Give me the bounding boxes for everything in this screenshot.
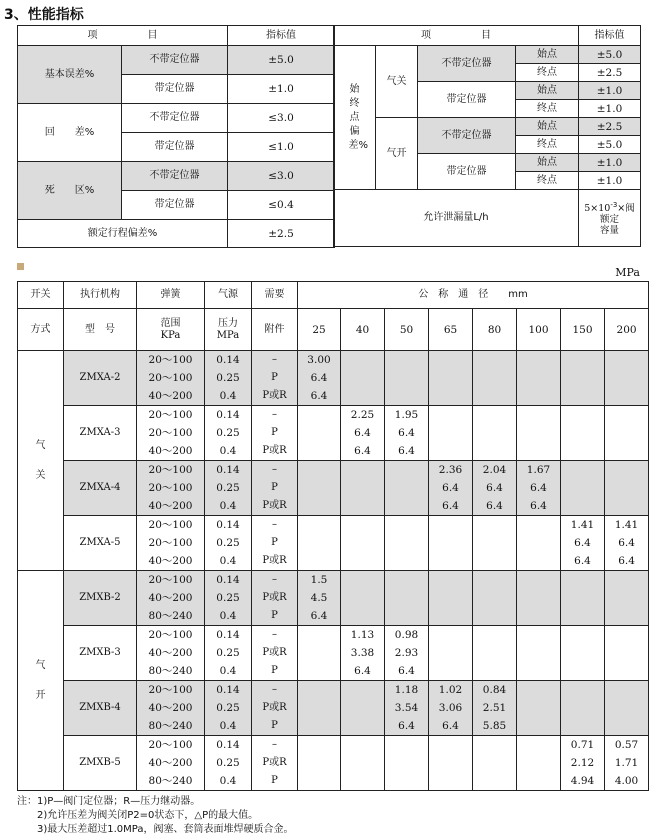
dn-cell bbox=[561, 626, 605, 681]
note-3: 3)最大压差超过1.0MPa，阀塞、套筒表面堆焊硬质合金。 bbox=[17, 824, 294, 835]
dn-value: 2.51 bbox=[482, 702, 507, 714]
dn-value: 3.38 bbox=[350, 647, 375, 659]
hdr-air-2: 压力 MPa bbox=[205, 309, 252, 351]
hdr-dn: 100 bbox=[517, 309, 561, 351]
dn-cell bbox=[473, 626, 517, 681]
footnotes bbox=[17, 795, 294, 837]
air-pressure-cell bbox=[205, 681, 252, 736]
row-value: ±2.5 bbox=[579, 118, 641, 136]
stack-line: – bbox=[272, 519, 277, 530]
dn-cell bbox=[517, 571, 561, 626]
air-pressure-cell bbox=[205, 516, 252, 571]
stack-line: P bbox=[271, 427, 278, 438]
model-cell: ZMXA-5 bbox=[64, 516, 137, 571]
stack-line: – bbox=[272, 409, 277, 420]
dn-cell bbox=[605, 461, 649, 516]
dn-value-cell bbox=[561, 736, 605, 791]
dn-value: 0.98 bbox=[394, 629, 419, 641]
dn-cell bbox=[298, 736, 341, 791]
stack-line: 40～200 bbox=[148, 702, 193, 714]
dn-cell bbox=[385, 736, 429, 791]
accessory-cell bbox=[252, 626, 298, 681]
stack-line: 0.14 bbox=[216, 409, 240, 421]
dn-value-cell bbox=[298, 571, 341, 626]
stack-line: 40～200 bbox=[148, 757, 193, 769]
dn-value: 1.41 bbox=[570, 519, 595, 531]
leakage-label: 允许泄漏量L/h bbox=[334, 190, 579, 247]
stack-line: 0.4 bbox=[219, 665, 237, 677]
model-cell: ZMXB-2 bbox=[64, 571, 137, 626]
dn-cell bbox=[429, 571, 473, 626]
hdr-dn: 50 bbox=[385, 309, 429, 351]
dn-cell bbox=[341, 516, 385, 571]
spring-range-cell bbox=[137, 406, 205, 461]
dn-value: 6.4 bbox=[310, 610, 328, 622]
dn-cell bbox=[605, 571, 649, 626]
stack-line: 20～100 bbox=[148, 739, 193, 751]
note-2: 2)允许压差为阀关闭P2=0状态下，△P的最大值。 bbox=[17, 810, 259, 821]
dn-value: 3.06 bbox=[438, 702, 463, 714]
dn-cell bbox=[473, 351, 517, 406]
dn-cell bbox=[517, 351, 561, 406]
dn-value: 6.4 bbox=[618, 537, 635, 549]
stack-line: 0.25 bbox=[216, 482, 240, 494]
row-sub: 不带定位器 bbox=[122, 162, 228, 191]
dn-value: 6.4 bbox=[530, 482, 547, 494]
dn-cell bbox=[341, 736, 385, 791]
stack-line: 80～240 bbox=[148, 775, 193, 787]
unit-label: MPa bbox=[615, 266, 640, 279]
stack-line: P bbox=[271, 482, 278, 493]
stack-line: P或R bbox=[262, 500, 287, 511]
row-value: ≤3.0 bbox=[228, 162, 335, 191]
dn-value: 1.18 bbox=[394, 684, 419, 696]
row-value: ±2.5 bbox=[579, 64, 641, 82]
air-pressure-cell bbox=[205, 736, 252, 791]
row-sub: 带定位器 bbox=[122, 133, 228, 162]
model-cell: ZMXB-3 bbox=[64, 626, 137, 681]
dn-cell bbox=[605, 626, 649, 681]
air-pressure-cell bbox=[205, 571, 252, 626]
dn-value: 4.00 bbox=[614, 775, 639, 787]
air-pressure-cell bbox=[205, 626, 252, 681]
stack-line: 0.4 bbox=[219, 500, 237, 512]
dn-cell bbox=[517, 681, 561, 736]
stack-line: 0.14 bbox=[216, 739, 240, 751]
dn-value: 2.36 bbox=[438, 464, 463, 476]
dn-cell bbox=[561, 681, 605, 736]
hdr-nominal-diameter: 公 称 通 径 mm bbox=[298, 282, 649, 309]
row-group-hysteresis: 回 差% bbox=[18, 104, 122, 162]
dn-cell bbox=[517, 406, 561, 461]
dn-cell bbox=[561, 571, 605, 626]
row-value: ≤0.4 bbox=[228, 191, 335, 220]
spring-range-cell bbox=[137, 461, 205, 516]
stack-line: P或R bbox=[262, 445, 287, 456]
dn-cell bbox=[298, 516, 341, 571]
leakage-value: $5\times 10^{-3}\times$阀 额定 容量 bbox=[579, 190, 641, 247]
dn-value: 2.93 bbox=[394, 647, 419, 659]
dn-value-cell bbox=[605, 736, 649, 791]
row-value: ±1.0 bbox=[579, 82, 641, 100]
stack-line: 40～200 bbox=[148, 592, 193, 604]
dn-value: 6.4 bbox=[354, 665, 371, 677]
spring-range-cell bbox=[137, 516, 205, 571]
dn-value-cell bbox=[517, 461, 561, 516]
dn-value: 6.4 bbox=[310, 390, 328, 402]
dn-cell bbox=[429, 626, 473, 681]
air-pressure-cell bbox=[205, 461, 252, 516]
dn-value: 6.4 bbox=[530, 500, 547, 512]
row-point: 始点 bbox=[516, 118, 579, 136]
accessory-cell bbox=[252, 461, 298, 516]
dn-value: 6.4 bbox=[618, 555, 635, 567]
hdr-air-1: 气源 bbox=[205, 282, 252, 309]
dn-cell bbox=[341, 681, 385, 736]
stack-line: P或R bbox=[262, 647, 287, 658]
dn-cell bbox=[298, 461, 341, 516]
spring-range-cell bbox=[137, 626, 205, 681]
dn-value: 1.95 bbox=[394, 409, 419, 421]
stack-line: 0.14 bbox=[216, 629, 240, 641]
stack-line: 0.25 bbox=[216, 537, 240, 549]
stack-line: – bbox=[272, 574, 277, 585]
hdr-dn: 80 bbox=[473, 309, 517, 351]
stack-line: 40～200 bbox=[148, 647, 193, 659]
model-cell: ZMXA-3 bbox=[64, 406, 137, 461]
model-cell: ZMXB-4 bbox=[64, 681, 137, 736]
row-value: ±1.0 bbox=[228, 75, 335, 104]
stack-line: 20～100 bbox=[148, 464, 193, 476]
dn-cell bbox=[385, 461, 429, 516]
hdr-spring-1: 弹簧 bbox=[137, 282, 205, 309]
dn-value-cell bbox=[605, 516, 649, 571]
stack-line: P或R bbox=[262, 555, 287, 566]
mode-label: 气关 bbox=[35, 439, 46, 481]
dn-value: 6.4 bbox=[310, 372, 328, 384]
hdr-dn: 40 bbox=[341, 309, 385, 351]
rated-stroke-label: 额定行程偏差% bbox=[18, 220, 228, 248]
stack-line: 20～100 bbox=[148, 372, 193, 384]
stack-line: 20～100 bbox=[148, 537, 193, 549]
dn-cell bbox=[429, 736, 473, 791]
stack-line: 0.14 bbox=[216, 684, 240, 696]
air-pressure-cell bbox=[205, 351, 252, 406]
stack-line: 40～200 bbox=[148, 390, 193, 402]
mode-air-open bbox=[18, 571, 64, 791]
stack-line: 0.25 bbox=[216, 702, 240, 714]
stack-line: 20～100 bbox=[148, 684, 193, 696]
hdr-actuator-2: 型 号 bbox=[64, 309, 137, 351]
header-value: 指标值 bbox=[228, 26, 335, 46]
dn-value: 1.13 bbox=[350, 629, 375, 641]
hdr-dn: 65 bbox=[429, 309, 473, 351]
dn-value-cell bbox=[561, 516, 605, 571]
dn-value: 2.12 bbox=[570, 757, 595, 769]
dn-value: 6.4 bbox=[486, 500, 503, 512]
row-value: ≤3.0 bbox=[228, 104, 335, 133]
model-cell: ZMXB-5 bbox=[64, 736, 137, 791]
dn-value-cell bbox=[473, 461, 517, 516]
row-sub: 带定位器 bbox=[122, 75, 228, 104]
hdr-acc-1: 需要 bbox=[252, 282, 298, 309]
dn-cell bbox=[561, 461, 605, 516]
spring-range-cell bbox=[137, 681, 205, 736]
dn-value-cell bbox=[341, 626, 385, 681]
dn-value-cell bbox=[385, 681, 429, 736]
row-value: ≤1.0 bbox=[228, 133, 335, 162]
stack-line: – bbox=[272, 354, 277, 365]
dn-cell bbox=[605, 681, 649, 736]
model-cell: ZMXA-2 bbox=[64, 351, 137, 406]
stack-line: P bbox=[271, 372, 278, 383]
stack-line: – bbox=[272, 684, 277, 695]
dn-value-cell bbox=[341, 406, 385, 461]
dn-value: 1.71 bbox=[614, 757, 639, 769]
accessory-cell bbox=[252, 571, 298, 626]
stack-line: 20～100 bbox=[148, 482, 193, 494]
row-point: 终点 bbox=[516, 172, 579, 190]
stack-line: P bbox=[271, 665, 278, 676]
row-point: 终点 bbox=[516, 100, 579, 118]
hdr-spring-2: 范围 KPa bbox=[137, 309, 205, 351]
row-point: 始点 bbox=[516, 154, 579, 172]
row-point: 终点 bbox=[516, 64, 579, 82]
row-sub: 带定位器 bbox=[418, 154, 516, 190]
accessory-cell bbox=[252, 516, 298, 571]
stack-line: 80～240 bbox=[148, 720, 193, 732]
dn-value-cell bbox=[429, 461, 473, 516]
stack-line: 0.25 bbox=[216, 427, 240, 439]
dn-cell bbox=[517, 736, 561, 791]
stack-line: 0.25 bbox=[216, 757, 240, 769]
stack-line: 20～100 bbox=[148, 409, 193, 421]
accessory-cell bbox=[252, 681, 298, 736]
dn-value: 1.41 bbox=[614, 519, 639, 531]
stack-line: 40～200 bbox=[148, 445, 193, 457]
stack-line: 0.4 bbox=[219, 555, 237, 567]
stack-line: 0.25 bbox=[216, 372, 240, 384]
air-pressure-cell bbox=[205, 406, 252, 461]
dn-cell bbox=[605, 406, 649, 461]
dn-value-cell bbox=[385, 406, 429, 461]
stack-line: P bbox=[271, 610, 278, 621]
row-value: ±5.0 bbox=[579, 46, 641, 64]
start-end-deviation-label: 始终点偏差% bbox=[334, 46, 376, 190]
dn-value: 6.4 bbox=[486, 482, 503, 494]
dn-value: 6.4 bbox=[398, 445, 415, 457]
row-point: 始点 bbox=[516, 46, 579, 64]
hdr-actuator-1: 执行机构 bbox=[64, 282, 137, 309]
row-value: ±1.0 bbox=[579, 172, 641, 190]
row-value: ±5.0 bbox=[579, 136, 641, 154]
dn-cell bbox=[298, 406, 341, 461]
accessory-cell bbox=[252, 736, 298, 791]
dn-value-cell bbox=[385, 626, 429, 681]
stack-line: – bbox=[272, 739, 277, 750]
hdr-mode-2: 方式 bbox=[18, 309, 64, 351]
dn-value: 6.4 bbox=[442, 482, 459, 494]
stack-line: 0.14 bbox=[216, 464, 240, 476]
row-sub: 不带定位器 bbox=[418, 46, 516, 82]
accessory-cell bbox=[252, 406, 298, 461]
dn-cell bbox=[385, 516, 429, 571]
stack-line: 0.25 bbox=[216, 647, 240, 659]
dn-value: 6.4 bbox=[574, 555, 591, 567]
dn-value: 1.5 bbox=[310, 574, 328, 586]
stack-line: P bbox=[271, 775, 278, 786]
row-value: ±1.0 bbox=[579, 100, 641, 118]
dn-value: 6.4 bbox=[398, 665, 415, 677]
header-item: 项 目 bbox=[334, 26, 579, 46]
dn-value: 3.00 bbox=[307, 354, 331, 366]
spring-range-cell bbox=[137, 571, 205, 626]
bullet-square bbox=[17, 263, 24, 270]
dn-cell bbox=[298, 626, 341, 681]
stack-line: 0.14 bbox=[216, 574, 240, 586]
section-title: 3、性能指标 bbox=[4, 7, 84, 23]
dn-cell bbox=[385, 571, 429, 626]
row-group-basic-error: 基本误差% bbox=[18, 46, 122, 104]
stack-line: 0.25 bbox=[216, 592, 240, 604]
stack-line: P或R bbox=[262, 592, 287, 603]
row-sub: 不带定位器 bbox=[122, 104, 228, 133]
row-sub: 带定位器 bbox=[418, 82, 516, 118]
dn-value: 6.4 bbox=[354, 427, 371, 439]
dn-value: 6.4 bbox=[398, 427, 415, 439]
rated-stroke-value: ±2.5 bbox=[228, 220, 335, 248]
row-point: 始点 bbox=[516, 82, 579, 100]
air-open-label: 气开 bbox=[376, 118, 418, 190]
stack-line: 80～240 bbox=[148, 665, 193, 677]
dn-cell bbox=[473, 571, 517, 626]
dn-value-cell bbox=[473, 681, 517, 736]
row-sub: 带定位器 bbox=[122, 191, 228, 220]
dn-value: 3.54 bbox=[394, 702, 419, 714]
header-item: 项 目 bbox=[18, 26, 228, 46]
performance-table-right bbox=[333, 25, 641, 247]
mode-label: 气开 bbox=[35, 659, 46, 701]
model-spec-table bbox=[17, 281, 649, 791]
dn-value: 6.4 bbox=[574, 537, 591, 549]
stack-line: 80～240 bbox=[148, 610, 193, 622]
header-value: 指标值 bbox=[579, 26, 641, 46]
dn-value: 5.85 bbox=[482, 720, 507, 732]
dn-cell bbox=[561, 351, 605, 406]
stack-line: P或R bbox=[262, 702, 287, 713]
dn-cell bbox=[385, 351, 429, 406]
row-value: ±5.0 bbox=[228, 46, 335, 75]
stack-line: 0.4 bbox=[219, 390, 237, 402]
dn-value: 4.94 bbox=[570, 775, 595, 787]
stack-line: 0.14 bbox=[216, 519, 240, 531]
dn-cell bbox=[605, 351, 649, 406]
dn-value: 0.84 bbox=[482, 684, 507, 696]
dn-cell bbox=[429, 406, 473, 461]
dn-cell bbox=[517, 516, 561, 571]
row-value: ±1.0 bbox=[579, 154, 641, 172]
hdr-acc-2: 附件 bbox=[252, 309, 298, 351]
spring-range-cell bbox=[137, 351, 205, 406]
stack-line: 0.14 bbox=[216, 354, 240, 366]
dn-value: 0.57 bbox=[614, 739, 639, 751]
dn-value: 6.4 bbox=[398, 720, 415, 732]
dn-cell bbox=[473, 516, 517, 571]
stack-line: 20～100 bbox=[148, 574, 193, 586]
dn-cell bbox=[561, 406, 605, 461]
stack-line: 40～200 bbox=[148, 555, 193, 567]
stack-line: P或R bbox=[262, 390, 287, 401]
dn-cell bbox=[341, 461, 385, 516]
accessory-cell bbox=[252, 351, 298, 406]
dn-value-cell bbox=[298, 351, 341, 406]
hdr-dn: 150 bbox=[561, 309, 605, 351]
row-sub: 不带定位器 bbox=[122, 46, 228, 75]
row-group-dead-zone: 死 区% bbox=[18, 162, 122, 220]
stack-line: P或R bbox=[262, 757, 287, 768]
hdr-dn: 25 bbox=[298, 309, 341, 351]
note-1: 注：1)P—阀门定位器；R—压力继动器。 bbox=[17, 796, 201, 807]
row-sub: 不带定位器 bbox=[418, 118, 516, 154]
stack-line: 20～100 bbox=[148, 629, 193, 641]
hdr-dn: 200 bbox=[605, 309, 649, 351]
stack-line: 0.4 bbox=[219, 445, 237, 457]
dn-cell bbox=[341, 351, 385, 406]
stack-line: P bbox=[271, 720, 278, 731]
dn-value: 2.25 bbox=[350, 409, 375, 421]
stack-line: 20～100 bbox=[148, 354, 193, 366]
dn-cell bbox=[429, 351, 473, 406]
dn-cell bbox=[517, 626, 561, 681]
stack-line: 40～200 bbox=[148, 500, 193, 512]
dn-value-cell bbox=[429, 681, 473, 736]
model-cell: ZMXA-4 bbox=[64, 461, 137, 516]
dn-cell bbox=[429, 516, 473, 571]
stack-line: – bbox=[272, 629, 277, 640]
dn-cell bbox=[473, 406, 517, 461]
stack-line: 0.4 bbox=[219, 720, 237, 732]
row-point: 终点 bbox=[516, 136, 579, 154]
stack-line: – bbox=[272, 464, 277, 475]
stack-line: 20～100 bbox=[148, 427, 193, 439]
stack-line: P bbox=[271, 537, 278, 548]
dn-value: 2.04 bbox=[482, 464, 507, 476]
dn-value: 1.02 bbox=[438, 684, 463, 696]
performance-table-left bbox=[17, 25, 335, 248]
spring-range-cell bbox=[137, 736, 205, 791]
stack-line: 0.4 bbox=[219, 610, 237, 622]
stack-line: 20～100 bbox=[148, 519, 193, 531]
air-close-label: 气关 bbox=[376, 46, 418, 118]
mode-air-close bbox=[18, 351, 64, 571]
dn-value: 6.4 bbox=[354, 445, 371, 457]
dn-cell bbox=[341, 571, 385, 626]
dn-cell bbox=[298, 681, 341, 736]
stack-line: 0.4 bbox=[219, 775, 237, 787]
hdr-mode-1: 开关 bbox=[18, 282, 64, 309]
dn-cell bbox=[473, 736, 517, 791]
dn-value: 6.4 bbox=[442, 500, 459, 512]
dn-value: 1.67 bbox=[526, 464, 551, 476]
dn-value: 4.5 bbox=[310, 592, 328, 604]
dn-value: 6.4 bbox=[442, 720, 459, 732]
dn-value: 0.71 bbox=[570, 739, 595, 751]
